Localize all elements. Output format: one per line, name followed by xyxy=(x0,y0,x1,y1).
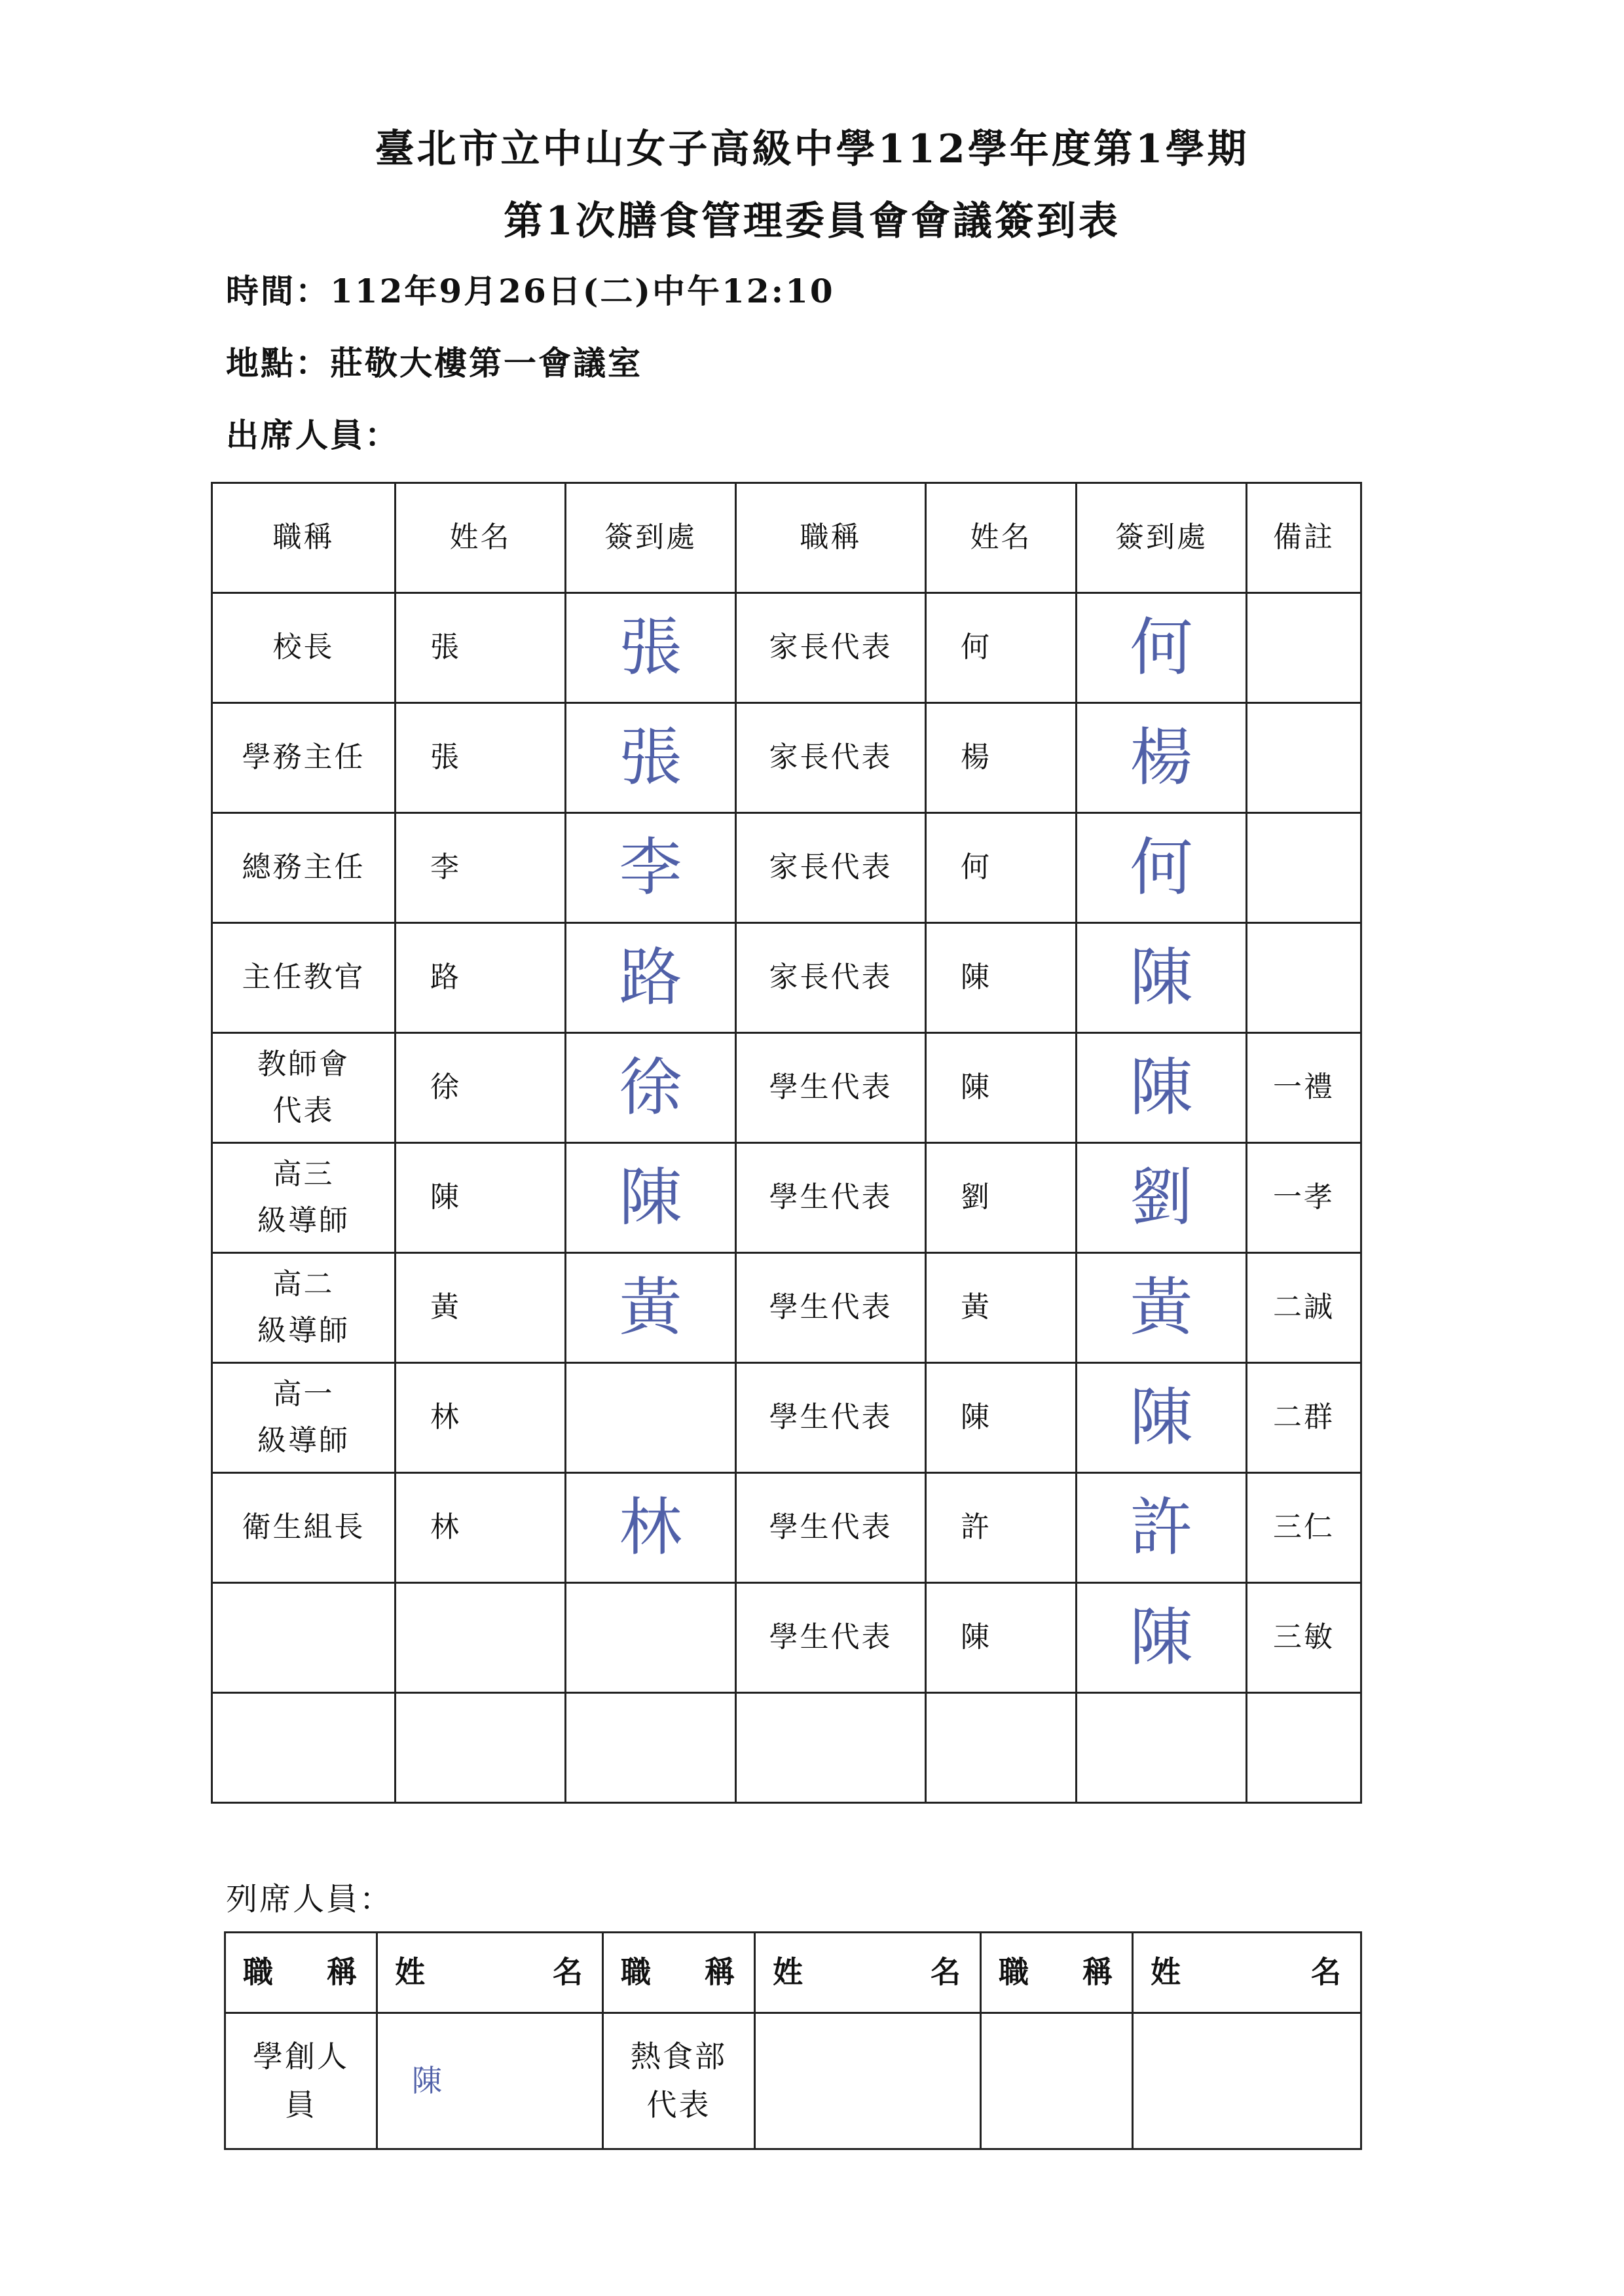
title-b-cell: 家長代表 xyxy=(736,813,926,923)
signature-a-cell xyxy=(566,1583,736,1693)
title-a-cell: 主任教官 xyxy=(212,923,396,1033)
signature-b-cell: 陳 xyxy=(1077,1583,1247,1693)
signature-b-cell: 何 xyxy=(1077,813,1247,923)
observers-row xyxy=(225,2013,1361,2149)
obs-name-1: 陳 xyxy=(377,2013,603,2149)
name-a-cell xyxy=(396,1693,566,1803)
name-a-cell: 路 xyxy=(396,923,566,1033)
header-signature-b: 簽到處 xyxy=(1077,483,1247,593)
header-name-b: 姓名 xyxy=(926,483,1077,593)
signature-b-cell: 劉 xyxy=(1077,1143,1247,1253)
title-b-cell: 家長代表 xyxy=(736,923,926,1033)
attendance-row xyxy=(212,1143,1361,1253)
signature-b-cell: 黃 xyxy=(1077,1253,1247,1363)
observers-header-row xyxy=(225,1933,1361,2013)
form-title-line1: 臺北市立中山女子高級中學112學年度第1學期 xyxy=(375,126,1249,172)
title-a-cell: 高二 級導師 xyxy=(212,1253,396,1363)
attendance-row xyxy=(212,1363,1361,1473)
title-a-cell: 高一 級導師 xyxy=(212,1363,396,1473)
obs-header-name-2: 姓 名 xyxy=(755,1933,981,2013)
name-b-cell: 何 xyxy=(926,813,1077,923)
obs-title-2: 熱食部 代表 xyxy=(603,2013,755,2149)
observers-table xyxy=(224,1931,1362,2150)
note-cell xyxy=(1247,813,1361,923)
name-a-cell: 徐 xyxy=(396,1033,566,1143)
note-cell xyxy=(1247,703,1361,813)
signature-b-cell: 何 xyxy=(1077,593,1247,703)
title-b-cell: 家長代表 xyxy=(736,703,926,813)
name-b-cell: 許 xyxy=(926,1473,1077,1583)
name-a-cell: 李 xyxy=(396,813,566,923)
obs-title-1: 學創人 員 xyxy=(225,2013,377,2149)
name-a-cell: 張 xyxy=(396,593,566,703)
meeting-place: 地點：莊敬大樓第一會議室 xyxy=(226,344,642,382)
title-a-cell: 校長 xyxy=(212,593,396,703)
note-cell: 二誠 xyxy=(1247,1253,1361,1363)
attendance-header-row xyxy=(212,483,1361,593)
name-b-cell: 楊 xyxy=(926,703,1077,813)
name-b-cell: 陳 xyxy=(926,1583,1077,1693)
name-b-cell: 劉 xyxy=(926,1143,1077,1253)
signature-b-cell: 陳 xyxy=(1077,1033,1247,1143)
signature-a-cell: 林 xyxy=(566,1473,736,1583)
note-cell: 三仁 xyxy=(1247,1473,1361,1583)
signature-a-cell xyxy=(566,1693,736,1803)
note-cell: 三敏 xyxy=(1247,1583,1361,1693)
note-cell: 一孝 xyxy=(1247,1143,1361,1253)
note-cell xyxy=(1247,1693,1361,1803)
attendance-row xyxy=(212,593,1361,703)
note-cell: 一禮 xyxy=(1247,1033,1361,1143)
name-b-cell: 陳 xyxy=(926,1033,1077,1143)
name-a-cell: 林 xyxy=(396,1363,566,1473)
signature-a-cell: 張 xyxy=(566,703,736,813)
name-b-cell xyxy=(926,1693,1077,1803)
header-title-a: 職稱 xyxy=(212,483,396,593)
note-cell xyxy=(1247,923,1361,1033)
name-b-cell: 陳 xyxy=(926,923,1077,1033)
attendance-row xyxy=(212,1253,1361,1363)
name-b-cell: 黃 xyxy=(926,1253,1077,1363)
signature-a-cell: 陳 xyxy=(566,1143,736,1253)
name-a-cell: 張 xyxy=(396,703,566,813)
name-a-cell: 陳 xyxy=(396,1143,566,1253)
obs-header-title-3: 職 稱 xyxy=(981,1933,1133,2013)
title-b-cell: 學生代表 xyxy=(736,1583,926,1693)
header-title-b: 職稱 xyxy=(736,483,926,593)
signature-b-cell: 陳 xyxy=(1077,1363,1247,1473)
signature-b-cell: 陳 xyxy=(1077,923,1247,1033)
title-a-cell: 衛生組長 xyxy=(212,1473,396,1583)
title-b-cell: 學生代表 xyxy=(736,1473,926,1583)
attendance-row xyxy=(212,813,1361,923)
obs-header-name-1: 姓 名 xyxy=(377,1933,603,2013)
attendance-table xyxy=(211,482,1362,1804)
attendance-row xyxy=(212,1583,1361,1693)
title-b-cell: 學生代表 xyxy=(736,1143,926,1253)
attendance-row xyxy=(212,923,1361,1033)
title-a-cell: 高三 級導師 xyxy=(212,1143,396,1253)
name-b-cell: 陳 xyxy=(926,1363,1077,1473)
signature-a-cell: 張 xyxy=(566,593,736,703)
name-a-cell: 林 xyxy=(396,1473,566,1583)
form-title-line2: 第1次膳食管理委員會會議簽到表 xyxy=(504,198,1120,244)
title-a-cell: 教師會 代表 xyxy=(212,1033,396,1143)
observers-label: 列席人員： xyxy=(226,1881,394,1918)
obs-header-title-1: 職 稱 xyxy=(225,1933,377,2013)
attendance-row xyxy=(212,1473,1361,1583)
header-name-a: 姓名 xyxy=(396,483,566,593)
name-a-cell xyxy=(396,1583,566,1693)
obs-header-title-2: 職 稱 xyxy=(603,1933,755,2013)
name-a-cell: 黃 xyxy=(396,1253,566,1363)
obs-name-2 xyxy=(755,2013,981,2149)
title-a-cell: 學務主任 xyxy=(212,703,396,813)
title-b-cell: 學生代表 xyxy=(736,1363,926,1473)
title-b-cell: 家長代表 xyxy=(736,593,926,703)
title-a-cell xyxy=(212,1583,396,1693)
attendance-row xyxy=(212,1033,1361,1143)
note-cell: 二群 xyxy=(1247,1363,1361,1473)
signature-a-cell: 李 xyxy=(566,813,736,923)
obs-name-3 xyxy=(1133,2013,1361,2149)
signature-b-cell: 楊 xyxy=(1077,703,1247,813)
header-note: 備註 xyxy=(1247,483,1361,593)
attendance-row xyxy=(212,703,1361,813)
signature-a-cell: 黃 xyxy=(566,1253,736,1363)
signature-b-cell xyxy=(1077,1693,1247,1803)
title-a-cell: 總務主任 xyxy=(212,813,396,923)
meeting-time: 時間：112年9月26日(二)中午12:10 xyxy=(226,272,835,310)
attendees-label: 出席人員： xyxy=(226,416,399,454)
note-cell xyxy=(1247,593,1361,703)
title-b-cell: 學生代表 xyxy=(736,1253,926,1363)
signature-a-cell xyxy=(566,1363,736,1473)
header-signature-a: 簽到處 xyxy=(566,483,736,593)
attendance-row xyxy=(212,1693,1361,1803)
signature-a-cell: 路 xyxy=(566,923,736,1033)
title-b-cell: 學生代表 xyxy=(736,1033,926,1143)
obs-title-3 xyxy=(981,2013,1133,2149)
name-b-cell: 何 xyxy=(926,593,1077,703)
obs-header-name-3: 姓 名 xyxy=(1133,1933,1361,2013)
title-a-cell xyxy=(212,1693,396,1803)
title-b-cell xyxy=(736,1693,926,1803)
signature-b-cell: 許 xyxy=(1077,1473,1247,1583)
signature-a-cell: 徐 xyxy=(566,1033,736,1143)
